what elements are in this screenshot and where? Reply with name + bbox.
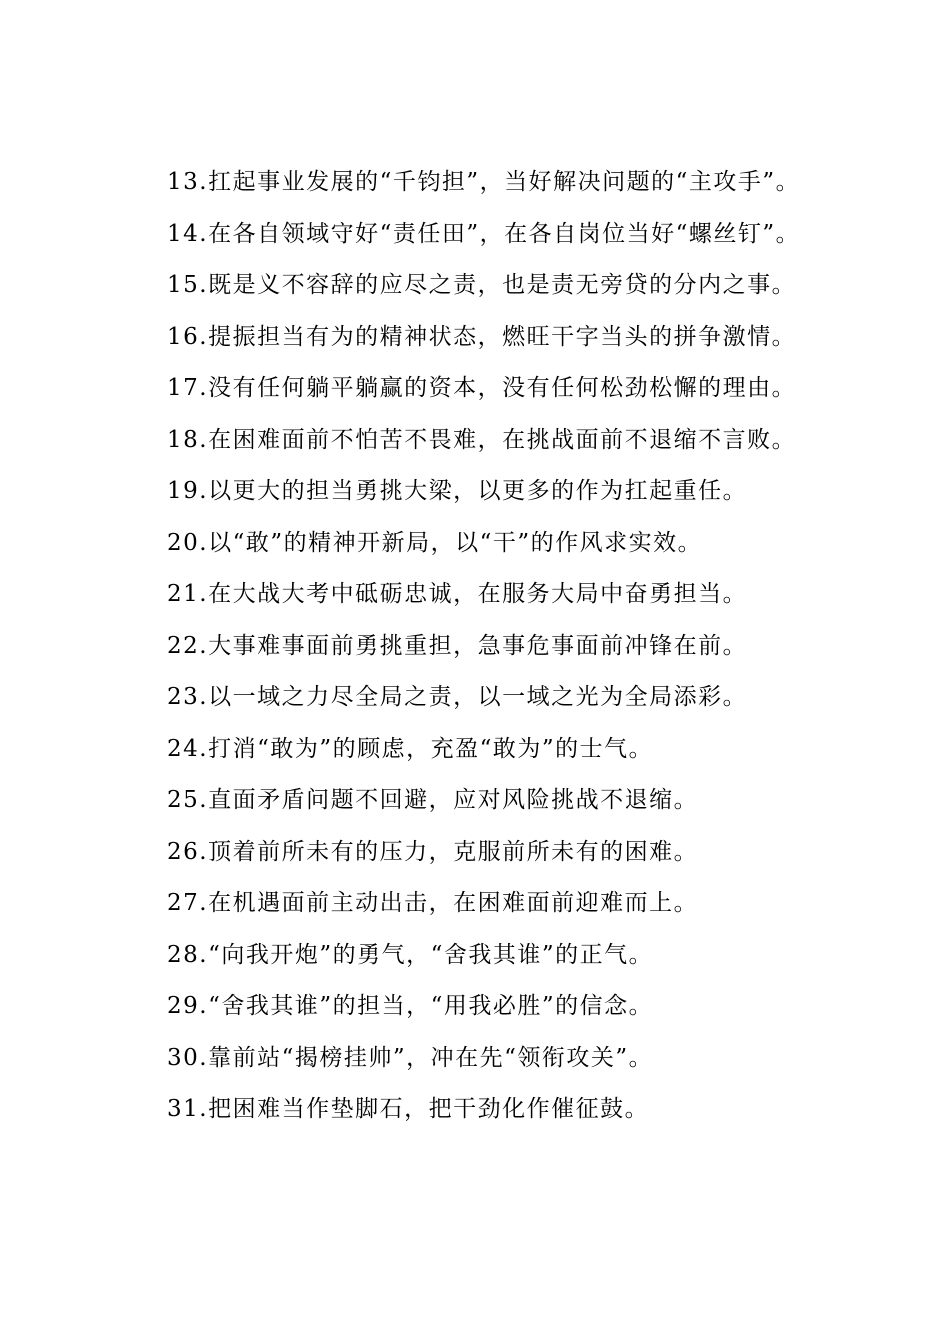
list-item: 25.直面矛盾问题不回避，应对风险挑战不退缩。 <box>167 787 699 813</box>
list-item: 13.扛起事业发展的“千钧担”，当好解决问题的“主攻手”。 <box>167 169 801 195</box>
list-item: 28.“向我开炮”的勇气，“舍我其谁”的正气。 <box>167 941 654 968</box>
list-item: 14.在各自领域守好“责任田”，在各自岗位当好“螺丝钉”。 <box>167 220 801 247</box>
list-item: 29.“舍我其谁”的担当，“用我必胜”的信念。 <box>167 993 654 1019</box>
list-item: 22.大事难事面前勇挑重担，急事危事面前冲锋在前。 <box>167 632 748 659</box>
list-item: 27.在机遇面前主动出击，在困难面前迎难而上。 <box>167 890 699 916</box>
list-item: 19.以更大的担当勇挑大梁，以更多的作为扛起重任。 <box>167 478 748 504</box>
list-item: 21.在大战大考中砥砺忠诚，在服务大局中奋勇担当。 <box>167 581 748 607</box>
list-item: 18.在困难面前不怕苦不畏难，在挑战面前不退缩不言败。 <box>167 426 797 453</box>
list-item: 15.既是义不容辞的应尽之责，也是责无旁贷的分内之事。 <box>167 272 797 298</box>
list-item: 24.打消“敢为”的顾虑，充盈“敢为”的士气。 <box>167 735 654 762</box>
list-item: 31.把困难当作垫脚石，把干劲化作催征鼓。 <box>167 1096 650 1122</box>
list-item: 16.提振担当有为的精神状态，燃旺干字当头的拼争激情。 <box>167 323 797 350</box>
list-item: 20.以“敢”的精神开新局，以“干”的作风求实效。 <box>167 529 703 556</box>
list-item: 17.没有任何躺平躺赢的资本，没有任何松劲松懈的理由。 <box>167 375 797 401</box>
list-item: 23.以一域之力尽全局之责，以一域之光为全局添彩。 <box>167 684 748 710</box>
sentence-list <box>128 166 833 1145</box>
list-item: 26.顶着前所未有的压力，克服前所未有的困难。 <box>167 838 699 865</box>
list-item: 30.靠前站“揭榜挂帅”，冲在先“领衔攻关”。 <box>167 1044 654 1071</box>
